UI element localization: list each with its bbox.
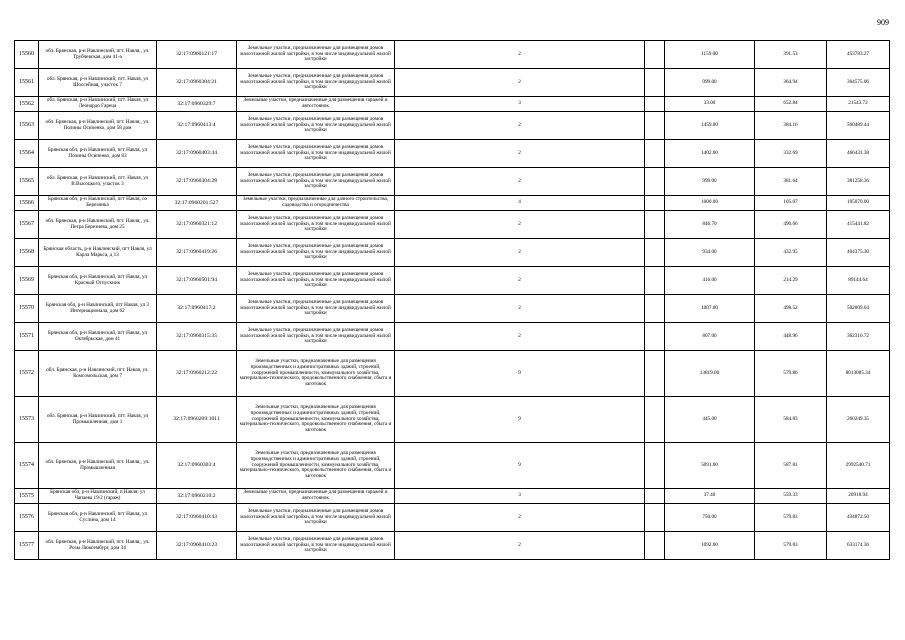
land-use-cell: Земельные участки, предназначенные для размещения домов малоэтажной жилой застройки, в том числе индивидуальной жилой застройки [237,140,395,168]
cadastral-number-cell: 32:17:0960410:23 [157,532,237,560]
spacer-cell [645,295,665,323]
address-cell: обл. Брянская, р-н Навлинский, пгт. Навля,, ул. Розы Люксембург, дом 34 [39,532,157,560]
address-cell: обл. Брянская, р-н Навлинский, пгт. Навля, ул Промышленная, дом 1 [39,397,157,443]
address-cell: обл. Брянская, р-н Навлинский, пгт. Навля,, ул. Петра Березнева, дом 25 [39,211,157,239]
spacer-cell [645,397,665,443]
group-cell: 2 [395,267,645,295]
specific-value-cell: 364.94 [755,69,827,97]
specific-value-cell: 432.95 [755,239,827,267]
cadastral-number-cell: 32:17:0960413:4 [157,112,237,140]
row-number-cell: 15562 [15,97,39,112]
spacer-cell [645,168,665,196]
spacer-cell [645,196,665,211]
group-cell: 2 [395,211,645,239]
area-cell: 934.00 [665,239,755,267]
cadastral-value-table [14,40,890,560]
specific-value-cell: 579.83 [755,532,827,560]
table-row [15,211,890,239]
group-cell: 2 [395,41,645,69]
page-number: 909 [877,18,889,27]
cadastral-number-cell: 32:17:0960209:1011 [157,397,237,443]
land-use-cell: Земельные участки, предназначенные для размещения домов малоэтажной жилой застройки, в том числе индивидуальной жилой застройки [237,41,395,69]
cadastral-number-cell: 32:17:0960501:94 [157,267,237,295]
cadastral-value-cell: 415441.82 [827,211,890,239]
cadastral-value-cell: 89144.64 [827,267,890,295]
row-number-cell: 15566 [15,196,39,211]
cadastral-value-cell: 453783.27 [827,41,890,69]
cadastral-number-cell: 32:17:0960419:26 [157,239,237,267]
group-cell: 2 [395,168,645,196]
land-use-cell: Земельные участки, предназначенные для размещения домов малоэтажной жилой застройки, в том числе индивидуальной жилой застройки [237,295,395,323]
spacer-cell [645,211,665,239]
cadastral-value-cell: 362310.72 [827,323,890,351]
table-row [15,295,890,323]
cadastral-number-cell: 32:17:0960410:43 [157,504,237,532]
row-number-cell: 15567 [15,211,39,239]
cadastral-number-cell: 32:17:0960210:2 [157,489,237,504]
land-use-cell: Земельные участки, предназначенные для размещения домов малоэтажной жилой застройки, в том числе индивидуальной жилой застройки [237,532,395,560]
area-cell: 1459.00 [665,112,755,140]
specific-value-cell: 587.81 [755,443,827,489]
spacer-cell [645,532,665,560]
area-cell: 750.00 [665,504,755,532]
cadastral-number-cell: 32:17:0960315:35 [157,323,237,351]
spacer-cell [645,69,665,97]
cadastral-value-cell: 381258.36 [827,168,890,196]
row-number-cell: 15575 [15,489,39,504]
cadastral-value-cell: 502009.64 [827,295,890,323]
address-cell: Брянская обл, р-н Навлинский, пгт Навля, ул 3 Интернационала, дом 62 [39,295,157,323]
address-cell: Брянская обл, р-н Навлинский, пгт Навля, сo Березинка [39,196,157,211]
address-cell: Брянская обл, р-н Навлинский, пгт Навля, ул Полины Осипенко, дом 83 [39,140,157,168]
group-cell: 2 [395,323,645,351]
specific-value-cell: 652.84 [755,97,827,112]
table-row [15,351,890,397]
specific-value-cell: 448.96 [755,323,827,351]
row-number-cell: 15576 [15,504,39,532]
cadastral-number-cell: 32:17:0960329:7 [157,97,237,112]
cadastral-value-cell: 105070.00 [827,196,890,211]
land-use-cell: Земельные участки, предназначенные для размещения домов малоэтажной жилой застройки, в том числе индивидуальной жилой застройки [237,168,395,196]
area-cell: 807.00 [665,323,755,351]
table-row [15,489,890,504]
group-cell: 3 [395,97,645,112]
cadastral-number-cell: 32:17:0960304:21 [157,69,237,97]
spacer-cell [645,140,665,168]
land-use-cell: Земельные участки, предназначенные для размещения гаражей и автостоянок [237,489,395,504]
address-cell: Брянская обл, р-н Навлинский, пгт Навля, ул Октябрьская, дом 41 [39,323,157,351]
group-cell: 2 [395,295,645,323]
cadastral-value-cell: 2992540.71 [827,443,890,489]
cadastral-number-cell: 32:17:0960403:44 [157,140,237,168]
cadastral-value-cell: 434872.50 [827,504,890,532]
cadastral-value-cell: 21543.72 [827,97,890,112]
row-number-cell: 15577 [15,532,39,560]
table-row [15,196,890,211]
specific-value-cell: 214.29 [755,267,827,295]
specific-value-cell: 332.69 [755,140,827,168]
spacer-cell [645,112,665,140]
spacer-cell [645,267,665,295]
land-use-cell: Земельные участки, предназначенные для размещения домов малоэтажной жилой застройки, в том числе индивидуальной жилой застройки [237,504,395,532]
area-cell: 445.00 [665,397,755,443]
area-cell: 37.40 [665,489,755,504]
row-number-cell: 15573 [15,397,39,443]
area-cell: 999.00 [665,69,755,97]
table-row [15,504,890,532]
row-number-cell: 15561 [15,69,39,97]
area-cell: 1007.00 [665,295,755,323]
land-use-cell: Земельные участки, предназначенные для размещения гаражей и автостоянок [237,97,395,112]
group-cell: 2 [395,239,645,267]
specific-value-cell: 381.64 [755,168,827,196]
cadastral-number-cell: 32:17:0960212:22 [157,351,237,397]
spacer-cell [645,489,665,504]
group-cell: 2 [395,140,645,168]
row-number-cell: 15564 [15,140,39,168]
specific-value-cell: 391.53 [755,41,827,69]
cadastral-value-cell: 560489.44 [827,112,890,140]
table-row [15,239,890,267]
land-use-cell: Земельные участки, предназначенные для размещения домов малоэтажной жилой застройки, в том числе индивидуальной жилой застройки [237,112,395,140]
row-number-cell: 15568 [15,239,39,267]
group-cell: 9 [395,443,645,489]
group-cell: 4 [395,196,645,211]
area-cell: 5091.00 [665,443,755,489]
spacer-cell [645,239,665,267]
address-cell: Брянская обл, р-н Навлинский, пгт Навля, ул Красный Отпускник [39,267,157,295]
group-cell: 3 [395,489,645,504]
row-number-cell: 15571 [15,323,39,351]
group-cell: 2 [395,112,645,140]
cadastral-value-cell: 20918.94 [827,489,890,504]
address-cell: Брянская область, р-н Навлинский, пгт Навля, ул Карла Маркса, д 13 [39,239,157,267]
address-cell: обл. Брянская, р-н Навлинский, пгт. Навля,, ул. Трубчевская, дом 41-а [39,41,157,69]
cadastral-value-cell: 8013085.34 [827,351,890,397]
cadastral-value-cell: 364575.06 [827,69,890,97]
specific-value-cell: 579.86 [755,351,827,397]
specific-value-cell: 490.66 [755,211,827,239]
area-cell: 1402.00 [665,140,755,168]
address-cell: обл. Брянская, р-н Навлинский, пгт. Навля,, ул. Полины Осипенко, дом 58 дом [39,112,157,140]
group-cell: 9 [395,351,645,397]
land-use-cell: Земельные участки, предназначенные для размещения производственных и административных зданий, строений, сооружений промышленности, коммунального хозяйства, материально-технического, продовольственного снабжения, сбыта и заготовок [237,351,395,397]
land-use-cell: Земельные участки, предназначенные для размещения производственных и административных зданий, строений, сооружений промышленности, коммунального хозяйства, материально-технического, продовольственного снабжения, сбыта и заготовок [237,397,395,443]
table-row [15,112,890,140]
specific-value-cell: 559.33 [755,489,827,504]
cadastral-number-cell: 32:17:0960321:12 [157,211,237,239]
table-row [15,97,890,112]
table-row [15,397,890,443]
cadastral-number-cell: 32:17:0960303:4 [157,443,237,489]
group-cell: 9 [395,397,645,443]
specific-value-cell: 584.83 [755,397,827,443]
area-cell: 1159.00 [665,41,755,69]
land-use-cell: Земельные участки, предназначенные для размещения домов малоэтажной жилой застройки, в том числе индивидуальной жилой застройки [237,239,395,267]
area-cell: 33.00 [665,97,755,112]
land-use-cell: Земельные участки, предназначенные для размещения производственных и административных зданий, строений, сооружений промышленности, коммунального хозяйства, материально-технического, продовольственного снабжения, сбыта и заготовок [237,443,395,489]
row-number-cell: 15574 [15,443,39,489]
row-number-cell: 15560 [15,41,39,69]
cadastral-value-cell: 260249.35 [827,397,890,443]
cadastral-number-cell: 32:17:0960304:28 [157,168,237,196]
land-use-cell: Земельные участки, предназначенные для размещения домов малоэтажной жилой застройки, в том числе индивидуальной жилой застройки [237,323,395,351]
spacer-cell [645,443,665,489]
row-number-cell: 15570 [15,295,39,323]
area-cell: 1092.00 [665,532,755,560]
table-row [15,168,890,196]
cadastral-number-cell: 32:17:0960121:17 [157,41,237,69]
specific-value-cell: 384.16 [755,112,827,140]
address-cell: Брянская обл, р-н Навлинский, пгт Навля, ул Суслина, дом 14 [39,504,157,532]
spacer-cell [645,97,665,112]
cadastral-number-cell: 32:17:0960201:527 [157,196,237,211]
table-row [15,140,890,168]
spacer-cell [645,351,665,397]
area-cell: 846.70 [665,211,755,239]
area-cell: 1000.00 [665,196,755,211]
area-cell: 416.00 [665,267,755,295]
address-cell: обл. Брянская, р-н Навлинский, пгт. Навля,, ул. Промышленная [39,443,157,489]
land-use-cell: Земельные участки, предназначенные для размещения домов малоэтажной жилой застройки, в том числе индивидуальной жилой застройки [237,69,395,97]
area-cell: 999.00 [665,168,755,196]
address-cell: обл. Брянская, р-н Навлинский, пгт. Навля, ул В.Высоцкого, участок 3 [39,168,157,196]
address-cell: обл. Брянская, р-н Навлинский, пгт. Навля, ул Шоссейная, участок 7 [39,69,157,97]
row-number-cell: 15569 [15,267,39,295]
land-use-cell: Земельные участки, предназначенные для размещения домов малоэтажной жилой застройки, в том числе индивидуальной жилой застройки [237,267,395,295]
specific-value-cell: 579.83 [755,504,827,532]
specific-value-cell: 498.52 [755,295,827,323]
table-row [15,41,890,69]
address-cell: обл. Брянская, р-н Навлинский, пгт. Навля, ул Леонардо Гареца [39,97,157,112]
row-number-cell: 15572 [15,351,39,397]
spacer-cell [645,41,665,69]
address-cell: обл. Брянская, р-н Навлинский, пгт. Навля, ул. Комсомольская, дом 7 [39,351,157,397]
table-row [15,267,890,295]
cadastral-value-cell: 466431.38 [827,140,890,168]
group-cell: 2 [395,69,645,97]
address-cell: Брянская обл, р-н Навлинский, п Навля, ул Чапаева 19/2 (гараж) [39,489,157,504]
cadastral-number-cell: 32:17:0960417:2 [157,295,237,323]
group-cell: 2 [395,532,645,560]
land-use-cell: Земельные участки, предназначенные для размещения домов малоэтажной жилой застройки, в том числе индивидуальной жилой застройки [237,211,395,239]
cadastral-value-cell: 633174.36 [827,532,890,560]
cadastral-value-cell: 404375.30 [827,239,890,267]
area-cell: 13819.00 [665,351,755,397]
land-use-cell: Земельные участки, предназначенные для дачного строительства, садоводства и огородничества [237,196,395,211]
spacer-cell [645,504,665,532]
table-row [15,323,890,351]
table-row [15,443,890,489]
spacer-cell [645,323,665,351]
table-row [15,69,890,97]
specific-value-cell: 105.07 [755,196,827,211]
row-number-cell: 15563 [15,112,39,140]
group-cell: 2 [395,504,645,532]
table-row [15,532,890,560]
row-number-cell: 15565 [15,168,39,196]
